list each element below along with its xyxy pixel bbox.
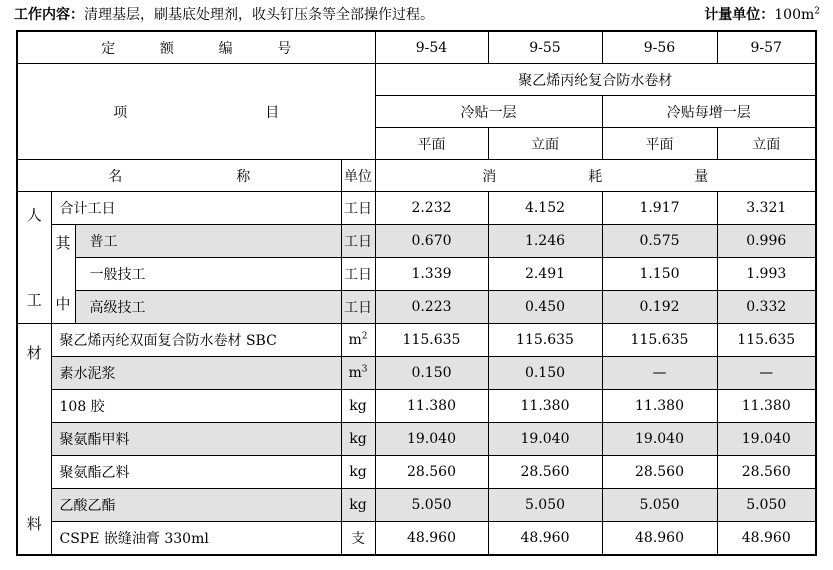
name-char: 称 [236, 168, 251, 185]
material-value: 28.560 [717, 456, 816, 489]
material-name: 聚氨酯甲料 [51, 423, 341, 456]
labor-value: 0.192 [602, 291, 717, 324]
quota-code: 9-54 [375, 31, 488, 64]
material-row [17, 390, 816, 423]
material-unit [341, 324, 375, 357]
consumption-char: 耗 [588, 168, 603, 185]
material-unit: kg [341, 423, 375, 456]
material-unit: kg [341, 456, 375, 489]
material-value: 19.040 [602, 423, 717, 456]
material-value: 48.960 [602, 522, 717, 556]
labor-value: 0.332 [717, 291, 816, 324]
work-content [14, 4, 434, 26]
material-value: 11.380 [602, 390, 717, 423]
material-value: 5.050 [717, 489, 816, 522]
material-unit: 支 [341, 522, 375, 556]
labor-unit: 工日 [341, 192, 375, 225]
material-value: 48.960 [717, 522, 816, 556]
work-content-text: 清理基层，刷基底处理剂，收头钉压条等全部操作过程。 [84, 7, 434, 23]
caption-row [14, 4, 820, 26]
quota-number-char: 定 [101, 40, 116, 57]
material-group-row [17, 64, 816, 96]
labor-sub-label [51, 225, 75, 324]
unit-column-header: 单位 [341, 160, 375, 192]
material-row [17, 423, 816, 456]
material-value: 19.040 [717, 423, 816, 456]
labor-unit: 工日 [341, 291, 375, 324]
quota-number-char: 号 [277, 40, 292, 57]
labor-value: 1.339 [375, 258, 488, 291]
material-name: 乙酸乙酯 [51, 489, 341, 522]
material-value: 28.560 [375, 456, 488, 489]
labor-value: 2.491 [488, 258, 602, 291]
labor-value: 1.246 [488, 225, 602, 258]
quota-number-label [17, 31, 375, 64]
material-unit: kg [341, 390, 375, 423]
material-value: 28.560 [488, 456, 602, 489]
labor-row [17, 225, 816, 258]
material-name: 108 胶 [51, 390, 341, 423]
work-content-label: 工作内容： [14, 7, 84, 23]
labor-value: 1.993 [717, 258, 816, 291]
material-unit-base: m [348, 365, 362, 381]
labor-sub-char: 其 [55, 234, 71, 252]
name-char: 名 [108, 168, 123, 185]
quota-number-char: 编 [218, 40, 233, 57]
consumption-header [375, 160, 816, 192]
material-value: 115.635 [602, 324, 717, 357]
material-unit-sup: 3 [361, 364, 368, 375]
material-value: 11.380 [375, 390, 488, 423]
material-value: 48.960 [375, 522, 488, 556]
material-value: 0.150 [375, 357, 488, 390]
material-row [17, 456, 816, 489]
labor-unit: 工日 [341, 225, 375, 258]
labor-value: 0.450 [488, 291, 602, 324]
labor-name: 普工 [75, 225, 341, 258]
labor-row [17, 192, 816, 225]
labor-value: 2.232 [375, 192, 488, 225]
labor-sub-char: 中 [55, 295, 71, 313]
measure-unit [704, 4, 820, 26]
material-value: 5.050 [488, 489, 602, 522]
material-value: 11.380 [488, 390, 602, 423]
sub-group-single-layer: 冷贴一层 [375, 96, 602, 128]
surface-label: 立面 [717, 128, 816, 160]
labor-char: 工 [26, 290, 42, 309]
measure-unit-sup: 2 [814, 6, 820, 17]
labor-value: 1.917 [602, 192, 717, 225]
labor-row [17, 291, 816, 324]
quota-table [16, 30, 817, 556]
material-name: 聚乙烯丙纶双面复合防水卷材 SBC [51, 324, 341, 357]
material-row [17, 357, 816, 390]
quota-number-char: 额 [159, 40, 174, 57]
material-row [17, 489, 816, 522]
labor-char: 人 [26, 205, 42, 224]
labor-value: 0.575 [602, 225, 717, 258]
material-unit [341, 357, 375, 390]
material-name: CSPE 嵌缝油膏 330ml [51, 522, 341, 556]
material-value: 28.560 [602, 456, 717, 489]
consumption-char: 量 [694, 168, 709, 185]
material-value: 0.150 [488, 357, 602, 390]
material-group-title: 聚乙烯丙纶复合防水卷材 [375, 64, 816, 96]
material-group-label [17, 324, 51, 556]
material-value: 5.050 [602, 489, 717, 522]
material-unit: kg [341, 489, 375, 522]
material-value: 115.635 [488, 324, 602, 357]
item-char: 项 [113, 104, 128, 121]
material-value: — [602, 357, 717, 390]
material-value: 11.380 [717, 390, 816, 423]
material-row [17, 522, 816, 556]
material-row [17, 324, 816, 357]
material-value: — [717, 357, 816, 390]
column-header-row [17, 160, 816, 192]
surface-label: 平面 [602, 128, 717, 160]
consumption-char: 消 [482, 168, 497, 185]
labor-value: 0.996 [717, 225, 816, 258]
measure-unit-label: 计量单位： [704, 7, 775, 23]
labor-value: 3.321 [717, 192, 816, 225]
material-value: 115.635 [375, 324, 488, 357]
material-value: 5.050 [375, 489, 488, 522]
material-value: 19.040 [488, 423, 602, 456]
labor-value: 4.152 [488, 192, 602, 225]
labor-value: 0.670 [375, 225, 488, 258]
material-value: 115.635 [717, 324, 816, 357]
labor-name: 合计工日 [51, 192, 341, 225]
sub-group-extra-layer: 冷贴每增一层 [602, 96, 816, 128]
measure-unit-value: 100m [774, 7, 815, 23]
quota-code: 9-57 [717, 31, 816, 64]
quota-code: 9-55 [488, 31, 602, 64]
material-unit-sup: 2 [361, 331, 368, 342]
surface-label: 立面 [488, 128, 602, 160]
material-char: 料 [26, 515, 42, 533]
labor-row [17, 258, 816, 291]
labor-name: 一般技工 [75, 258, 341, 291]
material-name: 聚氨酯乙料 [51, 456, 341, 489]
material-name: 素水泥浆 [51, 357, 341, 390]
material-value: 19.040 [375, 423, 488, 456]
material-value: 48.960 [488, 522, 602, 556]
material-unit-base: m [348, 332, 362, 348]
item-label [17, 64, 375, 160]
labor-group-label [17, 192, 51, 324]
labor-name: 高级技工 [75, 291, 341, 324]
quota-number-row [17, 31, 816, 64]
item-char: 目 [265, 104, 280, 121]
name-column-header [17, 160, 341, 192]
material-char: 材 [26, 344, 42, 362]
surface-label: 平面 [375, 128, 488, 160]
labor-value: 0.223 [375, 291, 488, 324]
labor-unit: 工日 [341, 258, 375, 291]
quota-code: 9-56 [602, 31, 717, 64]
labor-value: 1.150 [602, 258, 717, 291]
